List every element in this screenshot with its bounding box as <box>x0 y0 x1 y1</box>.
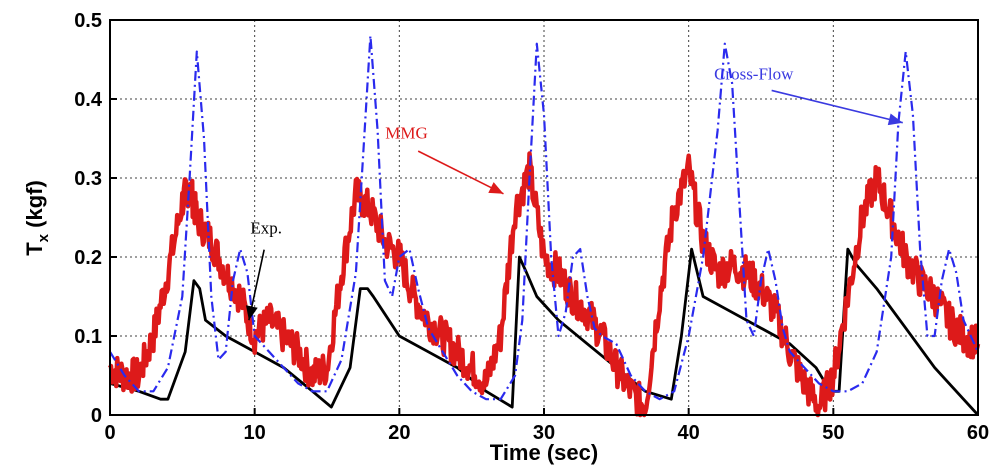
annotation-label: Exp. <box>250 218 283 238</box>
y-tick-label: 0 <box>90 405 102 427</box>
y-axis-title-unit: (kgf) <box>22 180 47 234</box>
annotation-label: Cross-Flow <box>714 64 794 84</box>
y-tick-label: 0.5 <box>74 10 102 32</box>
x-tick-label: 60 <box>966 422 990 444</box>
y-tick-label: 0.3 <box>74 168 102 190</box>
y-tick-label: 0.2 <box>74 247 102 269</box>
y-axis-title-main: T <box>22 242 47 256</box>
x-tick-label: 50 <box>822 422 845 444</box>
x-tick-label: 40 <box>677 422 700 444</box>
x-tick-label: 30 <box>532 422 556 444</box>
y-tick-label: 0.4 <box>74 89 102 111</box>
x-tick-label: 0 <box>104 422 116 444</box>
annotation-label: MMG <box>385 123 428 143</box>
y-tick-label: 0.1 <box>74 326 102 348</box>
svg-text:Tx (kgf) <box>22 180 52 256</box>
x-tick-label: 20 <box>388 422 411 444</box>
x-tick-label: 10 <box>243 422 266 444</box>
y-axis-title <box>22 180 52 256</box>
x-axis-title: Time (sec) <box>489 440 599 465</box>
y-axis-title-sub: x <box>35 233 52 243</box>
